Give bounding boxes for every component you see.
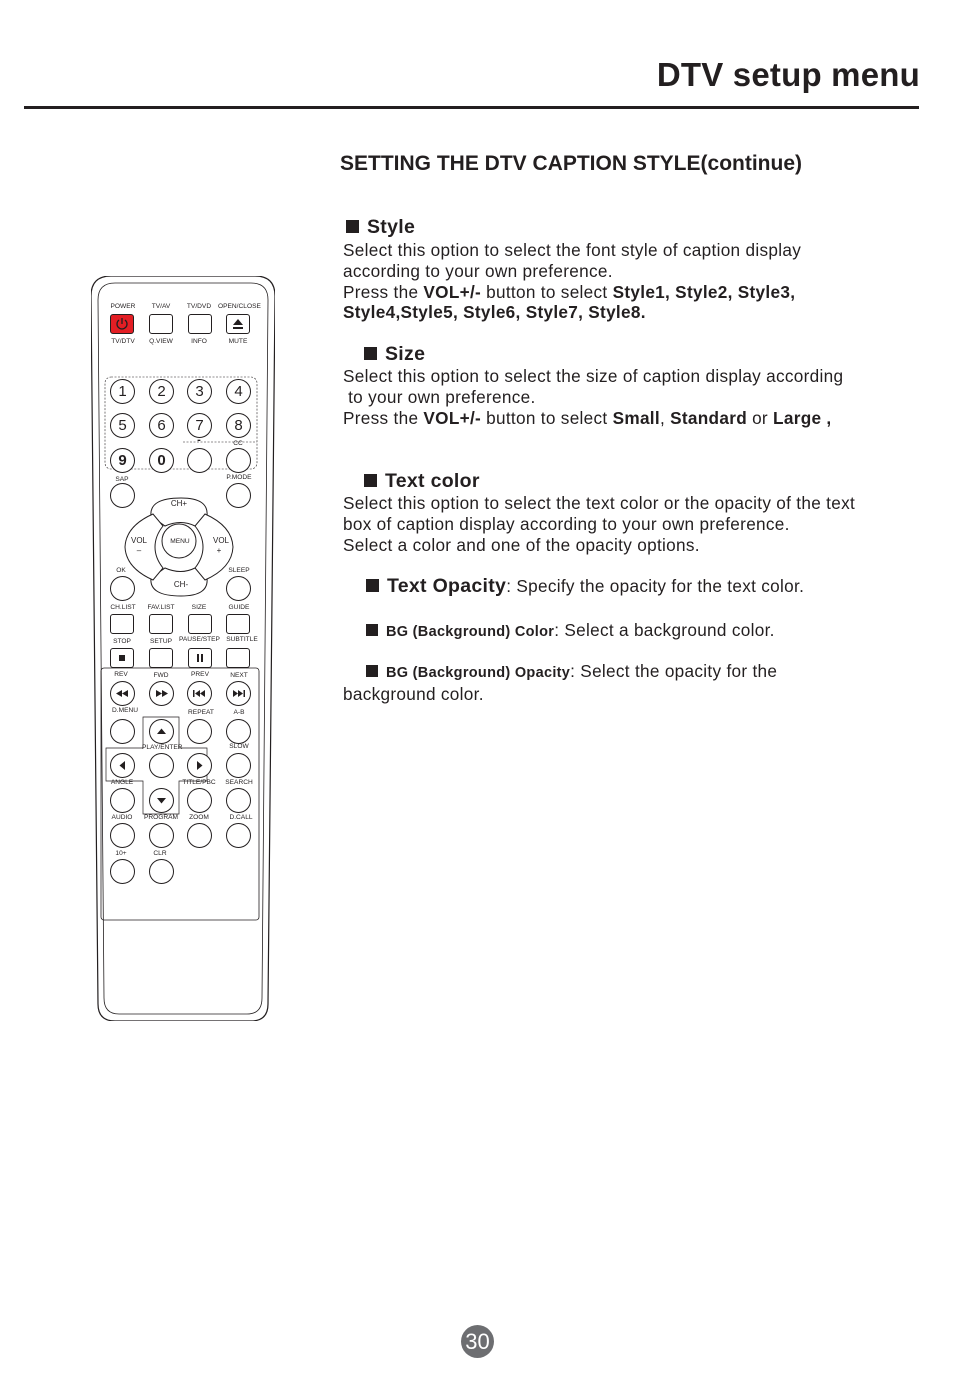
bullet-square-icon bbox=[346, 220, 359, 233]
fwd-label: FWD bbox=[153, 672, 169, 679]
cc-button[interactable] bbox=[226, 448, 251, 473]
sap-label: SAP bbox=[115, 476, 129, 483]
rewind-icon bbox=[111, 682, 134, 705]
ten-plus-label: 10+ bbox=[115, 850, 127, 857]
skip-back-icon bbox=[188, 682, 211, 705]
search-label: SEARCH bbox=[225, 779, 253, 786]
page-title: DTV setup menu bbox=[656, 56, 920, 93]
pause-icon bbox=[189, 649, 211, 667]
angle-button[interactable] bbox=[110, 788, 135, 813]
fwd-button[interactable] bbox=[149, 681, 174, 706]
subtitle-button[interactable] bbox=[226, 648, 250, 668]
vol-plus-label: VOL bbox=[212, 536, 229, 545]
power-label: POWER bbox=[110, 303, 136, 310]
size-label: SIZE bbox=[191, 604, 207, 611]
size-heading: Size bbox=[364, 343, 425, 366]
stop-button[interactable] bbox=[110, 648, 134, 668]
size-description: Select this option to select the size of caption display according to your own preference. Press the VOL+/- button to select Small, Standard or Large , bbox=[343, 366, 844, 428]
digit-0-button[interactable]: 0 bbox=[149, 448, 174, 473]
slow-button[interactable] bbox=[226, 753, 251, 778]
digit-3-button[interactable]: 3 bbox=[187, 379, 212, 404]
ch-minus-label: CH- bbox=[173, 580, 189, 589]
menu-label: MENU bbox=[170, 538, 190, 545]
guide-label: GUIDE bbox=[228, 604, 250, 611]
power-icon bbox=[111, 315, 133, 333]
rev-label: REV bbox=[114, 671, 128, 678]
digit-1-button[interactable]: 1 bbox=[110, 379, 135, 404]
pmode-label: P.MODE bbox=[226, 474, 252, 481]
dash-button[interactable] bbox=[187, 448, 212, 473]
page-number: 30 bbox=[461, 1325, 494, 1358]
text-opacity-item: Text Opacity: Specify the opacity for the text color. bbox=[366, 576, 804, 597]
ch-plus-label: CH+ bbox=[170, 499, 188, 508]
style-description: Select this option to select the font style of caption display according to your own preference. Press the VOL+/- button to select Style1, Style2, Style3, Style4,Style5, Style6, Style7, Style8. bbox=[343, 240, 802, 323]
dash-label: - bbox=[197, 434, 201, 446]
digit-8-button[interactable]: 8 bbox=[226, 413, 251, 438]
text-color-description: Select this option to select the text color or the opacity of the text box of caption display according to your own preference. Select a color and one of the opacity options. bbox=[343, 493, 856, 555]
stop-label: STOP bbox=[113, 638, 131, 645]
open-close-label: OPEN/CLOSE bbox=[218, 303, 261, 310]
ab-label: A-B bbox=[233, 709, 245, 716]
bg-opacity-item: BG (Background) Opacity: Select the opacity for the background color. bbox=[343, 661, 778, 704]
up-button[interactable] bbox=[149, 719, 174, 744]
bullet-square-icon bbox=[366, 665, 378, 677]
ok-button[interactable] bbox=[110, 576, 135, 601]
power-button[interactable] bbox=[110, 314, 134, 334]
next-button[interactable] bbox=[226, 681, 251, 706]
tvav-label: TV/AV bbox=[151, 303, 171, 310]
dcall-label: D.CALL bbox=[229, 814, 253, 821]
open-close-button[interactable] bbox=[226, 314, 250, 334]
play-enter-label: PLAY/ENTER bbox=[142, 744, 183, 751]
tvdvd-button[interactable] bbox=[188, 314, 212, 334]
clr-label: CLR bbox=[153, 850, 167, 857]
bullet-square-icon bbox=[366, 579, 379, 592]
digit-4-button[interactable]: 4 bbox=[226, 379, 251, 404]
size-press-line: Press the VOL+/- button to select Small, Standard or Large , bbox=[343, 407, 832, 428]
guide-button[interactable] bbox=[226, 614, 250, 634]
prev-label: PREV bbox=[191, 671, 209, 678]
sleep-label: SLEEP bbox=[228, 567, 250, 574]
arrow-down-icon bbox=[150, 789, 173, 812]
audio-label: AUDIO bbox=[111, 814, 133, 821]
bg-color-item: BG (Background) Color: Select a background color. bbox=[366, 620, 775, 643]
style-heading: Style bbox=[346, 216, 415, 239]
arrow-left-icon bbox=[111, 754, 134, 777]
title-pbc-button[interactable] bbox=[187, 788, 212, 813]
setup-label: SETUP bbox=[150, 638, 172, 645]
style-press-line: Press the VOL+/- button to select Style1, Style2, Style3, bbox=[343, 281, 796, 302]
favlist-label: FAV.LIST bbox=[147, 604, 175, 611]
info-label: INFO bbox=[191, 338, 207, 345]
right-button[interactable] bbox=[187, 753, 212, 778]
digit-7-button[interactable]: 7 bbox=[187, 413, 212, 438]
cc-label: CC bbox=[233, 440, 243, 447]
setup-button[interactable] bbox=[149, 648, 173, 668]
ab-button[interactable] bbox=[226, 719, 251, 744]
audio-button[interactable] bbox=[110, 823, 135, 848]
down-button[interactable] bbox=[149, 788, 174, 813]
pmode-button[interactable] bbox=[226, 483, 251, 508]
sap-button[interactable] bbox=[110, 483, 135, 508]
section-heading: SETTING THE DTV CAPTION STYLE(continue) bbox=[340, 152, 802, 175]
fast-forward-icon bbox=[150, 682, 173, 705]
subtitle-label: SUBTITLE bbox=[226, 636, 258, 643]
repeat-label: REPEAT bbox=[188, 709, 214, 716]
mute-label: MUTE bbox=[228, 338, 248, 345]
digit-9-button[interactable]: 9 bbox=[110, 448, 135, 473]
dmenu-label: D.MENU bbox=[111, 707, 138, 714]
bullet-square-icon bbox=[364, 474, 377, 487]
header-rule bbox=[24, 106, 919, 109]
arrow-right-icon bbox=[188, 754, 211, 777]
angle-label: ANGLE bbox=[110, 779, 134, 786]
left-button[interactable] bbox=[110, 753, 135, 778]
clr-button[interactable] bbox=[149, 859, 174, 884]
eject-icon bbox=[227, 315, 249, 333]
repeat-button[interactable] bbox=[187, 719, 212, 744]
pause-step-button[interactable] bbox=[188, 648, 212, 668]
tvdtv-label: TV/DTV bbox=[111, 338, 135, 345]
sleep-button[interactable] bbox=[226, 576, 251, 601]
dcall-button[interactable] bbox=[226, 823, 251, 848]
digit-5-button[interactable]: 5 bbox=[110, 413, 135, 438]
slow-label: SLOW bbox=[229, 743, 249, 750]
arrow-up-icon bbox=[150, 720, 173, 743]
zoom-label: ZOOM bbox=[189, 814, 209, 821]
pause-step-label: PAUSE/STEP bbox=[179, 636, 220, 643]
rev-button[interactable] bbox=[110, 681, 135, 706]
zoom-button[interactable] bbox=[187, 823, 212, 848]
prev-button[interactable] bbox=[187, 681, 212, 706]
tvdvd-label: TV/DVD bbox=[186, 303, 212, 310]
vol-minus-label: VOL bbox=[130, 536, 147, 545]
vol-minus-sign: – bbox=[136, 546, 142, 555]
program-button[interactable] bbox=[149, 823, 174, 848]
next-label: NEXT bbox=[230, 672, 248, 679]
digit-2-button[interactable]: 2 bbox=[149, 379, 174, 404]
ok-label: OK bbox=[116, 567, 126, 574]
remote-control-illustration bbox=[91, 276, 275, 1021]
chlist-button[interactable] bbox=[110, 614, 134, 634]
qview-label: Q.VIEW bbox=[149, 338, 173, 345]
dmenu-button[interactable] bbox=[110, 719, 135, 744]
chlist-label: CH.LIST bbox=[110, 604, 136, 611]
vol-plus-sign: + bbox=[216, 546, 222, 555]
favlist-button[interactable] bbox=[149, 614, 173, 634]
play-enter-button[interactable] bbox=[149, 753, 174, 778]
stop-icon bbox=[111, 649, 133, 667]
skip-forward-icon bbox=[227, 682, 250, 705]
bullet-square-icon bbox=[364, 347, 377, 360]
program-label: PROGRAM bbox=[143, 814, 179, 821]
search-button[interactable] bbox=[226, 788, 251, 813]
ten-plus-button[interactable] bbox=[110, 859, 135, 884]
digit-6-button[interactable]: 6 bbox=[149, 413, 174, 438]
text-color-heading: Text color bbox=[364, 470, 480, 493]
tvav-button[interactable] bbox=[149, 314, 173, 334]
bullet-square-icon bbox=[366, 624, 378, 636]
size-button[interactable] bbox=[188, 614, 212, 634]
title-pbc-label: TITLE/PBC bbox=[182, 779, 216, 786]
